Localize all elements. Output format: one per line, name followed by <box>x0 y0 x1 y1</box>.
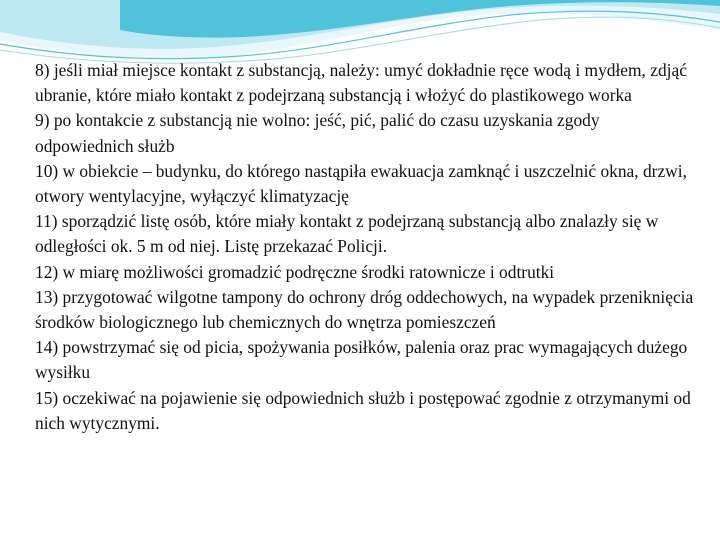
list-item: 10) w obiekcie – budynku, do którego nastąpiła ewakuacja zamknąć i uszczelnić okna, drzwi, otwory wentylacyjne, wyłączyć klimatyzację <box>35 160 687 207</box>
list-item: 14) powstrzymać się od picia, spożywania posiłków, palenia oraz prac wymagających dużego wysiłku <box>35 337 688 383</box>
list-item: 9) po kontakcie z substancją nie wolno: jeść, pić, palić do czasu uzyskania zgody odpowiednich służb <box>35 110 600 156</box>
list-item: 11) sporządzić listę osób, które miały kontakt z podejrzaną substancją albo znalazły się w odległości ok. 5 m od niej. Listę przekazać Policji. <box>35 211 659 257</box>
instruction-list <box>35 58 695 436</box>
list-item: 13) przygotować wilgotne tampony do ochrony dróg oddechowych, na wypadek przeniknięcia środków biologicznego lub chemicznych do wnętrza pomieszczeń <box>35 286 694 333</box>
list-item: 15) oczekiwać na pojawienie się odpowiednich służb i postępować zgodnie z otrzymanymi od nich wytycznymi. <box>35 387 691 433</box>
list-item: 12) w miarę możliwości gromadzić podręczne środki ratownicze i odtrutki <box>35 261 555 282</box>
list-item: 8) jeśli miał miejsce kontakt z substancją, należy: umyć dokładnie ręce wodą i mydłem, zdjąć ubranie, które miało kontakt z podejrzaną substancją i włożyć do plastikowego worka <box>35 60 687 106</box>
